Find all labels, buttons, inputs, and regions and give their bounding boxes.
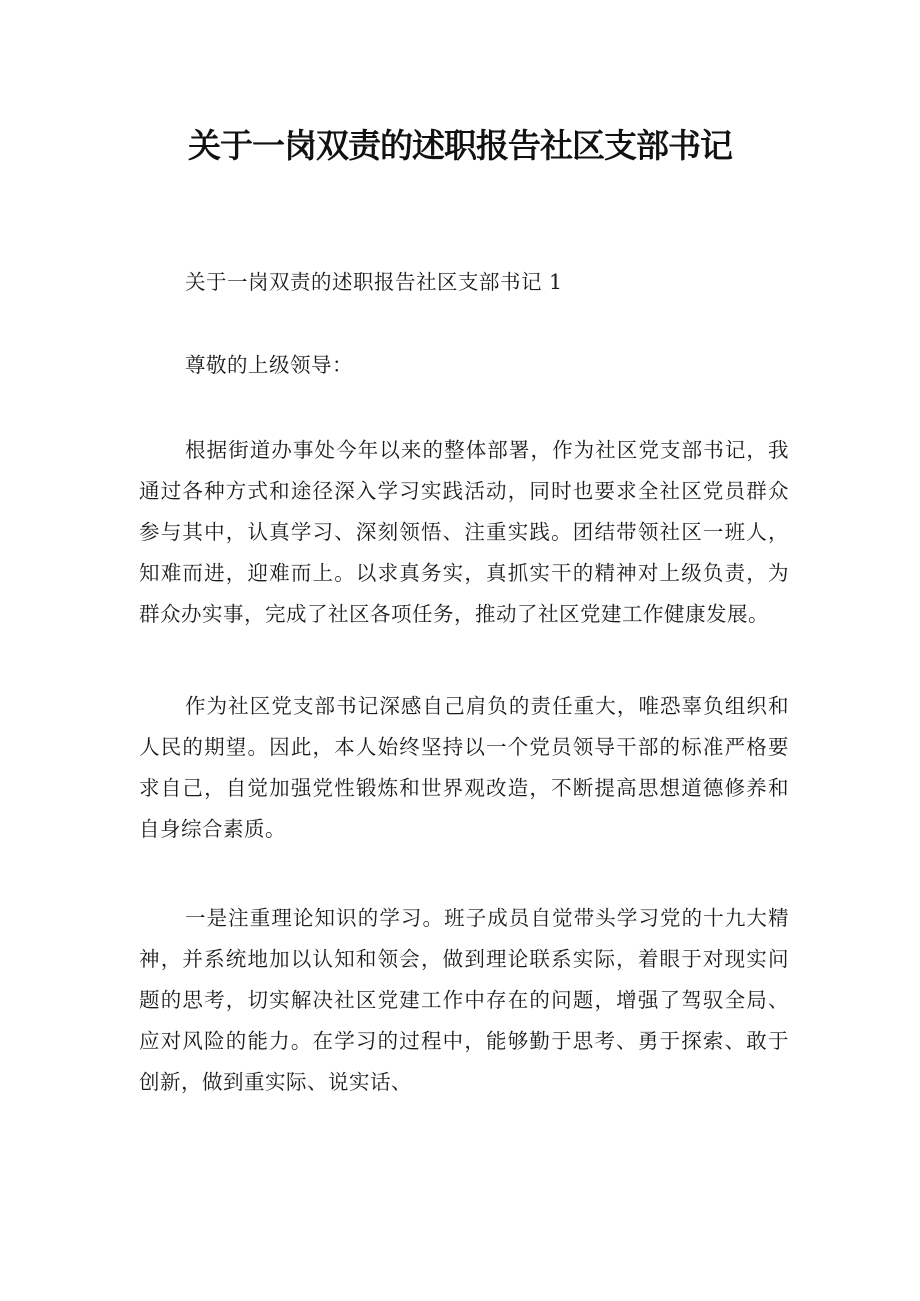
salutation: 尊敬的上级领导：	[185, 353, 353, 377]
document-subtitle: 关于一岗双责的述职报告社区支部书记 1	[185, 270, 563, 294]
document-title: 关于一岗双责的述职报告社区支部书记	[188, 126, 732, 165]
paragraph-1: 根据街道办事处今年以来的整体部署，作为社区党支部书记，我通过各种方式和途径深入学习实践活动，同时也要求全社区党员群众参与其中，认真学习、深刻领悟、注重实践。团结带领社区一班人，知难而进，迎难而上。以求真务实，真抓实干的精神对上级负责，为群众办实事，完成了社区各项任务，推动了社区党建工作健康发展。	[139, 438, 789, 626]
paragraph-3: 一是注重理论知识的学习。班子成员自觉带头学习党的十九大精神，并系统地加以认知和领会，做到理论联系实际，着眼于对现实问题的思考，切实解决社区党建工作中存在的问题，增强了驾驭全局、应对风险的能力。在学习的过程中，能够勤于思考、勇于探索、敢于创新，做到重实际、说实话、	[139, 906, 789, 1094]
paragraph-2: 作为社区党支部书记深感自己肩负的责任重大，唯恐辜负组织和人民的期望。因此，本人始终坚持以一个党员领导干部的标准严格要求自己，自觉加强党性锻炼和世界观改造，不断提高思想道德修养和自身综合素质。	[139, 694, 789, 841]
